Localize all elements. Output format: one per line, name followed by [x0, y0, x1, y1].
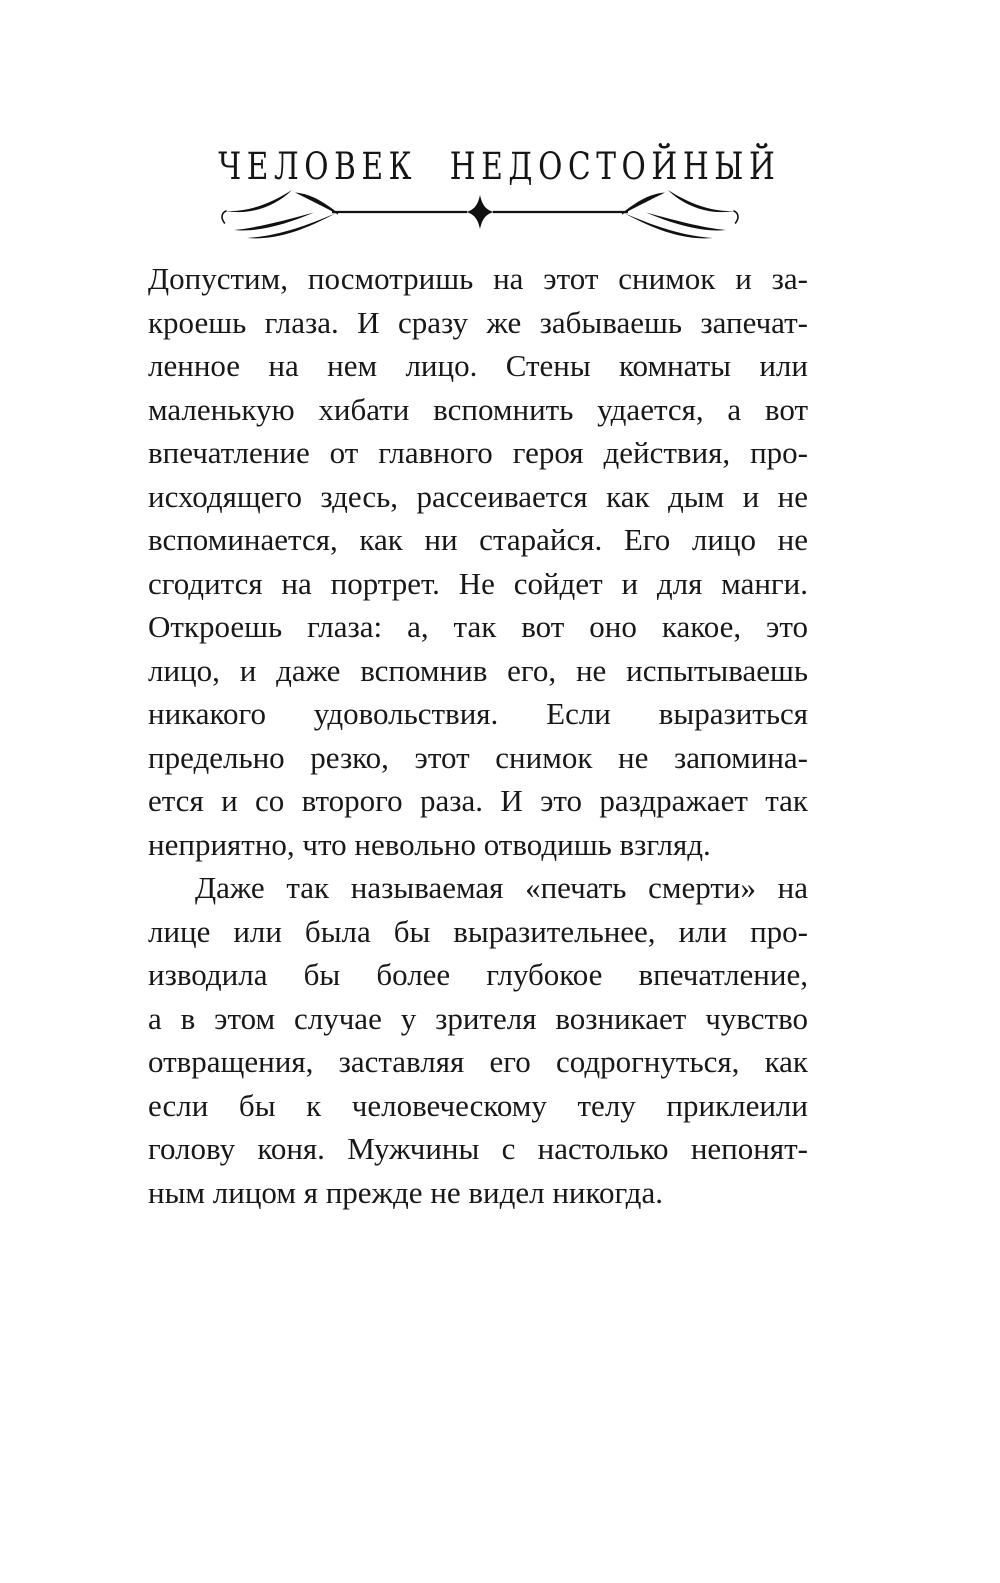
- text-line: ется и со второго раза. И это раздражает так: [148, 783, 808, 818]
- text-line: Откроешь глаза: а, так вот оно какое, это: [148, 609, 808, 644]
- left-flourish-icon: [222, 190, 467, 238]
- right-flourish-icon: [493, 190, 738, 238]
- text-line: кроешь глаза. И сразу же забываешь запечат-: [148, 304, 808, 340]
- text-line: ленное на нем лицо. Стены комнаты или: [148, 348, 808, 383]
- text-line: а в этом случае у зрителя возникает чувство: [148, 1000, 808, 1036]
- text-line: Допустим, посмотришь на этот снимок и за-: [148, 261, 808, 296]
- text-line: лице или была бы выразительнее, или про-: [148, 913, 808, 949]
- chapter-title: ЧЕЛОВЕК НЕДОСТОЙНЫЙ: [218, 144, 781, 189]
- chapter-header: [148, 144, 808, 190]
- text-line: лицо, и даже вспомнив его, не испытываешь: [148, 652, 808, 688]
- text-line: предельно резко, этот снимок не запомина-: [148, 739, 808, 775]
- text-line: впечатление от главного героя действия, про-: [148, 435, 808, 470]
- text-line: если бы к человеческому телу приклеили: [148, 1087, 808, 1123]
- paragraph: [148, 866, 808, 1214]
- text-line: исходящего здесь, рассеивается как дым и не: [148, 478, 808, 514]
- text-line: голову коня. Мужчины с настолько непонят-: [148, 1131, 808, 1166]
- ornamental-divider-icon: [220, 186, 740, 242]
- paragraph: [148, 257, 808, 866]
- text-line: маленькую хибати вспомнить удается, а вот: [148, 391, 808, 427]
- text-line: отвращения, заставляя его содрогнуться, как: [148, 1044, 808, 1079]
- page-body: [148, 257, 808, 1214]
- text-line: вспоминается, как ни старайся. Его лицо не: [148, 522, 808, 557]
- text-line: неприятно, что невольно отводишь взгляд.: [148, 826, 711, 862]
- text-line: ным лицом я прежде не видел никогда.: [148, 1174, 663, 1210]
- text-line: Даже так называемая «печать смерти» на: [195, 870, 808, 905]
- text-line: изводила бы более глубокое впечатление,: [148, 957, 808, 992]
- diamond-icon: [467, 195, 494, 229]
- text-line: сгодится на портрет. Не сойдет и для манги.: [148, 565, 808, 601]
- text-line: никакого удовольствия. Если выразиться: [148, 696, 808, 731]
